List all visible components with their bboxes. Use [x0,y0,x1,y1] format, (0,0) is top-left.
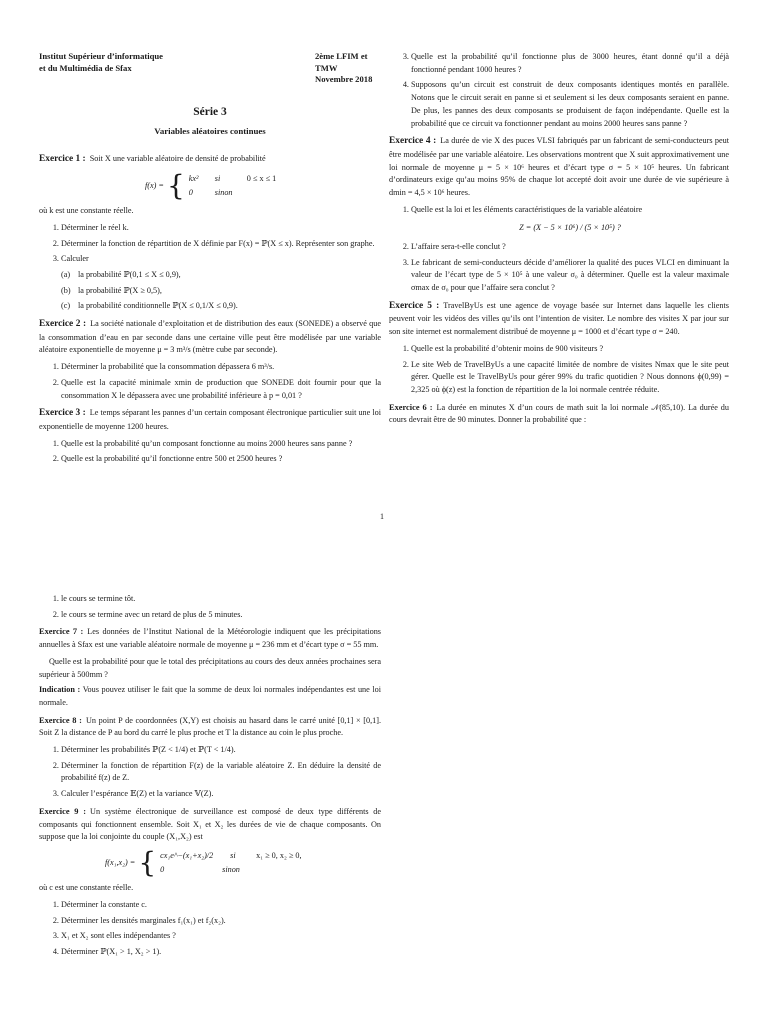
exercise-label: Exercice 9 : [39,806,87,816]
exercise-note: où c est une constante réelle. [39,883,134,893]
document-header [39,51,381,86]
hint-text: Vous pouvez utiliser le fait que la somme de deux loi normales indépendantes est une loi normale. [39,685,381,707]
question-list [39,744,381,801]
class-info: 2ème LFIM et TMW Novembre 2018 [315,51,373,85]
list-item: 2. le cours se termine avec un retard de plus de 5 minutes. [61,609,381,622]
list-item: (c) la probabilité conditionnelle ℙ(X ≤ 0,1/X ≤ 0,9). [61,301,238,311]
question-list [39,899,381,959]
question-list [39,361,381,402]
z-formula: Z = (X − 5 × 10⁶) / (5 × 10⁵) ? [519,223,621,233]
exercise-intro: TravelByUs est une agence de voyage basée sur Internet dans laquelle les clients peuvent voir les vidéos des villes qu’ils ont l’intention de visiter. Le nombre des visites X par jour sur son site internet est normalement distribué de moyenne μ = 1000 et d’écart type σ = 240. [389,300,729,337]
exercise-3 [39,406,381,466]
left-brace: { [138,845,157,879]
list-item: 3. Calculer (a) la probabilité ℙ(0,1 ≤ X ≤ 0,9), (b) la probabilité ℙ(X ≥ 0,5), (c) la probabilité conditionnelle ℙ(X ≤ 0,1/X ≤ 0,9). [61,253,381,313]
exercise-intro: La société nationale d’exploitation et de distribution des eaux (SONEDE) a observé que la consommation d’eau en par seconde dans une certaine ville peut être modélisée par une variable aléatoire exponentielle de moyenne μ = 3 m³/s (mètre cube par seconde). [39,319,381,355]
density-formula: f(x) = { kx² si 0 ≤ x ≤ 1 0 sinon [145,168,277,202]
sub-question-list [61,269,381,313]
exercise-intro: Le temps séparant les pannes d’un certain composant électronique particulier suit une loi exponentielle de moyenne 1200 heures. [39,408,382,431]
exercise-9 [39,805,381,959]
exercise-intro: Soit X une variable aléatoire de densité de probabilité [89,154,266,164]
document-title: Série 3 [193,105,227,118]
exercise-label: Exercice 4 : [389,136,437,147]
exercise-intro: La durée en minutes X d’un cours de math suit la loi normale 𝒩(85,10). La durée du cours devrait être de 90 minutes. Donner la probabilité que : [389,402,729,425]
exercise-question: Quelle est la probabilité pour que le total des précipitations au cours des deux années prochaines sera supérieur à 500mm ? [39,656,381,679]
exercise-label: Exercice 7 : [39,627,84,637]
exercise-label: Exercice 2 : [39,319,87,330]
list-item: 2. Quelle est la probabilité qu’il fonctionne entre 500 et 2500 heures ? [61,453,381,466]
exercise-label: Exercice 5 : [389,300,440,311]
exercise-label: Exercice 8 : [39,715,82,725]
joint-density-formula: f(x₁,x₂) = { cx₁e^−(x₁+x₂)/2 si x₁ ≥ 0, x₂ ≥ 0, 0 sinon [105,845,302,879]
exercise-label: Exercice 3 : [39,408,86,419]
list-item: 3. Quelle est la probabilité qu’il fonctionne plus de 3000 heures, étant donné qu’il a déjà fonctionné pendant 1000 heures ? [411,51,729,76]
list-item: (a) la probabilité ℙ(0,1 ≤ X ≤ 0,9), [61,270,181,280]
list-item: 1. Déterminer la probabilité que la consommation dépassera 6 m³/s. [61,361,381,374]
page1-left-column [39,51,381,470]
left-brace: { [166,168,185,202]
exercise-intro: Un point P de coordonnées (X,Y) est choisis au hasard dans le carré unité [0,1] × [0,1]. Soit Z la distance de P au bord du carré le plus proche et T la distance au coin le plus proche. [39,715,381,738]
list-item: 3. Le fabricant de semi-conducteurs décide d’améliorer la qualité des puces VLCI en diminuant la valeur de l’écart type de 5 × 10⁵ à une valeur σ₀ à déterminer. Quelle est la valeur maximale σmax de σ₀ pour que l’affaire sera conclut ? [411,257,729,295]
list-item: 2. Quelle est la capacité minimale xmin de production que SONEDE doit fournir pour que la consommation X le dépassera avec une probabilité inférieure à p = 0,01 ? [61,377,381,402]
list-item: 3. Calculer l’espérance 𝔼(Z) et la variance 𝕍(Z). [61,788,381,801]
institute-name: Institut Supérieur d’informatique et du Multimédia de Sfax [39,51,163,73]
list-item: (b) la probabilité ℙ(X ≥ 0,5), [61,285,162,295]
page2-column [39,593,381,963]
exercise-label: Exercice 6 : [389,402,433,412]
question-list [39,438,381,466]
list-item: 1. Quelle est la loi et les éléments caractéristiques de la variable aléatoire Z = (X − 5 × 10⁶) / (5 × 10⁵) ? [411,204,729,235]
question-list [389,204,729,295]
list-item: 1. Quelle est la probabilité d’obtenir moins de 900 visiteurs ? [411,343,729,356]
list-item: 2. Déterminer la fonction de répartition de X définie par F(x) = ℙ(X ≤ x). Représenter son graphe. [61,238,381,251]
exercise-4 [389,134,729,295]
exercise-label: Exercice 1 : [39,154,86,165]
exercise-intro: Les données de l’Institut National de la Météorologie indiquent que les précipitations annuelles à Sfax est une variable aléatoire normale de moyenne μ = 236 mm et d’écart type σ = 55 mm. [39,627,381,650]
hint-label: Indication : [39,685,81,695]
page-number: 1 [380,512,384,521]
exercise-intro: Un système électronique de surveillance est composé de deux type différents de composants qui fonctionnent ensemble. Soit X₁ et X₂ les durées de vie de chaque composants. On suppose que la loi conjointe du couple (X₁,X₂) est [39,806,381,842]
question-list [39,593,381,621]
question-list [389,343,729,397]
list-item: 1. le cours se termine tôt. [61,593,381,606]
list-item: 2. Déterminer les densités marginales f₁(x₁) et f₂(x₂). [61,915,381,928]
question-list [39,222,381,313]
list-item: 4. Supposons qu’un circuit est construit de deux composants identiques montés en parallèle. Notons que le circuit serait en panne si et seulement si les deux composants seraient en panne. De plus, les pannes des deux composants se produisent de façon indépendante. Quelle est la probabilité que ce circuit va fonctionner pendant au moins 2000 heures sans panne ? [411,79,729,130]
page1-right-column [389,51,729,431]
question-list [389,51,729,130]
exercise-1 [39,152,381,313]
list-item: 3. X₁ et X₂ sont elles indépendantes ? [61,930,381,943]
document-subtitle: Variables aléatoires continues [154,125,266,136]
exercise-8 [39,714,381,801]
list-item: 2. L’affaire sera-t-elle conclut ? [411,241,729,254]
list-item: 2. Le site Web de TravelByUs a une capacité limitée de nombre de visites Nmax que le site peut gérer. Quelle est le TravelByUs pour gérer 99% du trafic quotidien ? Nous donnons ϕ(0,99) = 2,325 où ϕ(z) est la fonction de répartition de la loi normale centrée réduite. [411,359,729,397]
list-item: 1. Déterminer le réel k. [61,222,381,235]
list-item: 1. Déterminer les probabilités ℙ(Z < 1/4) et ℙ(T < 1/4). [61,744,381,757]
list-item: 1. Quelle est la probabilité qu’un composant fonctionne au moins 2000 heures sans panne ? [61,438,381,451]
list-item: 1. Déterminer la constante c. [61,899,381,912]
exercise-2 [39,317,381,402]
exercise-5 [389,299,729,397]
list-item: 4. Déterminer ℙ(X₁ > 1, X₂ > 1). [61,946,381,959]
exercise-intro: La durée de vie X des puces VLSI fabriqués par un fabricant de semi-conducteurs peut être modélisée par une variable aléatoire. Les observations montrent que X suit approximativement une loi normale de moyenne μ = 5 × 10⁶ heures et d’écart type σ = 5 × 10⁵ heures. Un fabricant d’ordinateurs exige qu’au moins 95% de chaque lot accepté doit avoir une durée de vie supérieure à dmin = 4,5 × 10⁶ heures. [389,136,729,197]
exercise-7 [39,625,381,709]
exercise-note: où k est une constante réelle. [39,206,134,216]
list-item: 2. Déterminer la fonction de répartition F(z) de la variable aléatoire Z. En déduire la densité de probabilité f(z) de Z. [61,760,381,785]
exercise-6 [389,401,729,427]
